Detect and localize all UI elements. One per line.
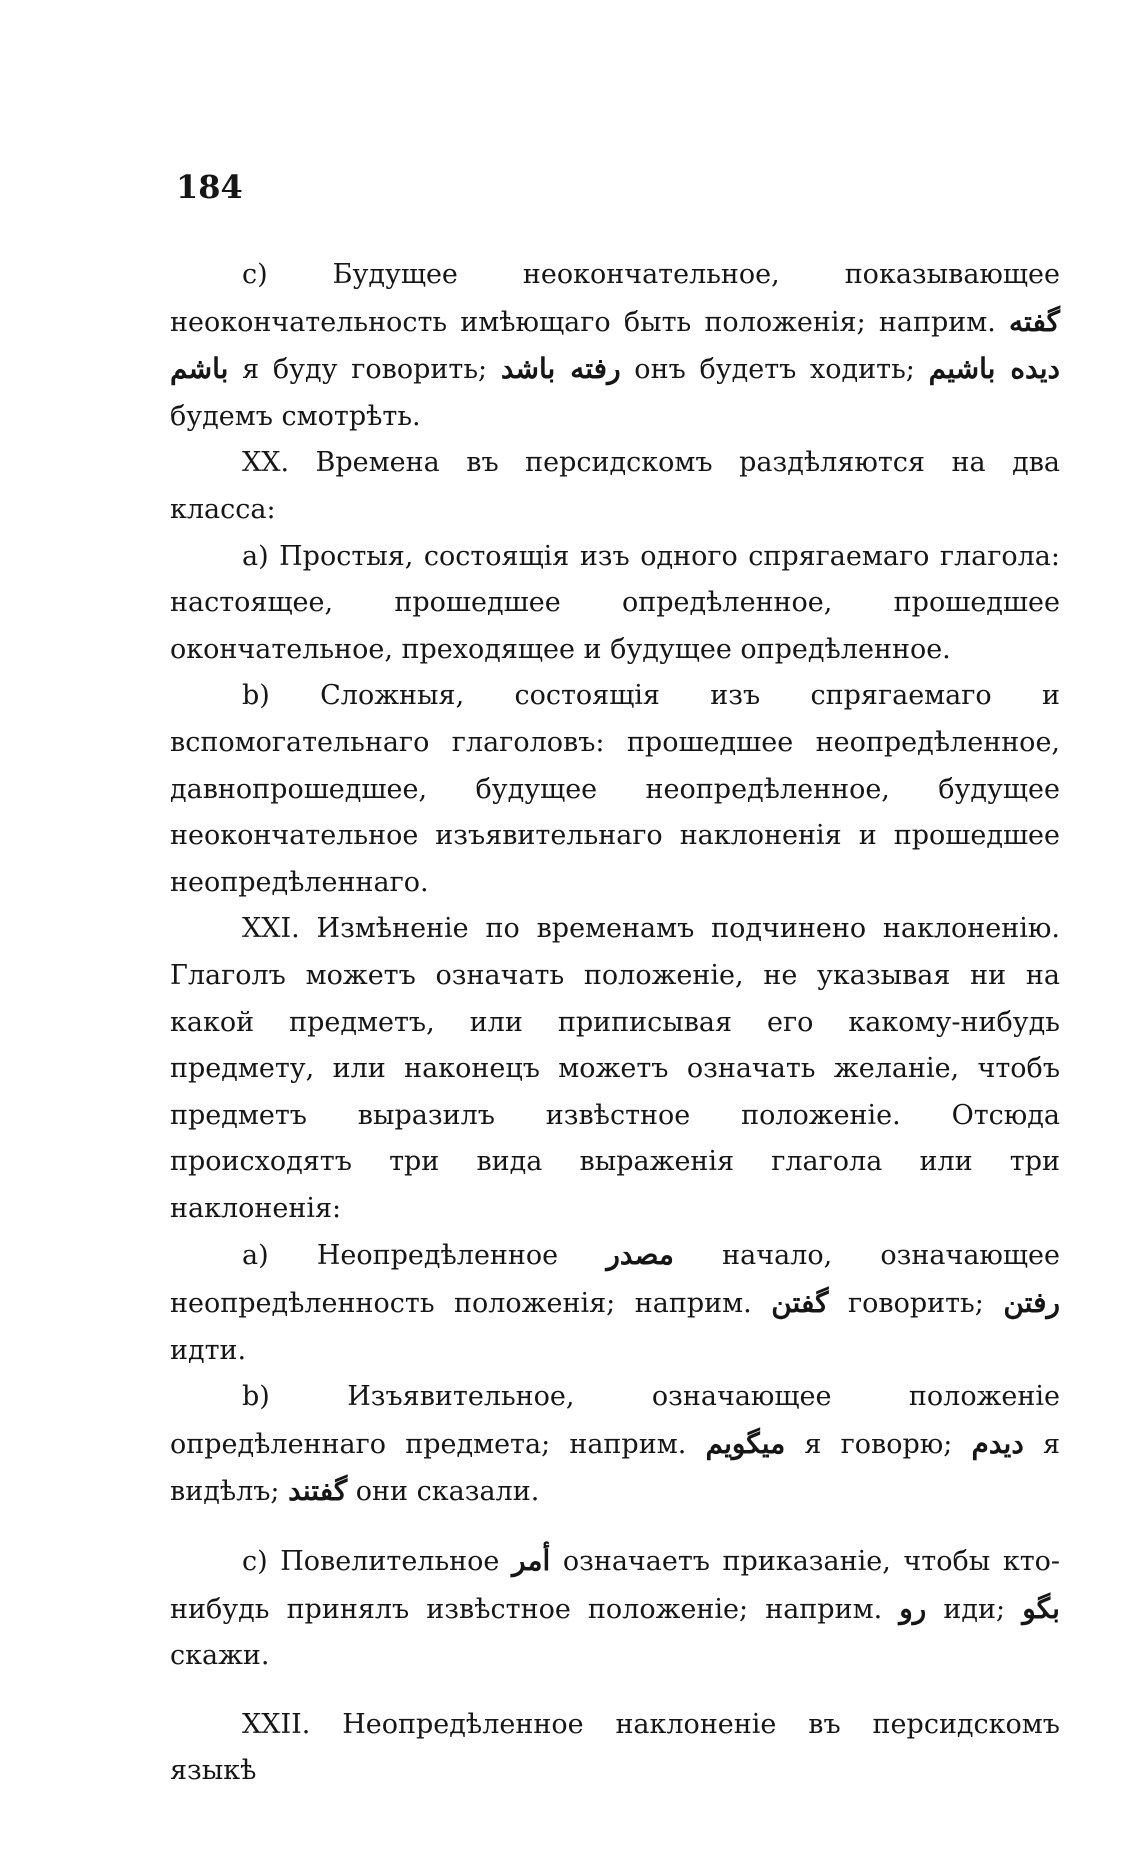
text-run: означаетъ приказаніе, чтобы кто-нибудь принялъ извѣстное положеніе; наприм. bbox=[170, 1546, 1061, 1625]
paragraph-infinitive bbox=[170, 1232, 1060, 1374]
body-text bbox=[170, 252, 1060, 1795]
persian-word: رو bbox=[899, 1591, 927, 1625]
text-run: будемъ смотрѣть. bbox=[170, 400, 421, 432]
persian-word: رفتن bbox=[1003, 1286, 1060, 1320]
paragraph-xxii: XXII. Неопредѣленное наклоненіе въ персидскомъ языкѣ bbox=[170, 1708, 1060, 1787]
paragraph-compound-tenses: b) Сложныя, состоящія изъ спрягаемаго и вспомогательнаго глаголовъ: прошедшее неопредѣленное, давнопрошедшее, будущее неопредѣленное, будущее неокончательное изъявительнаго наклоненія и прошедшее неопредѣленнаго. bbox=[170, 680, 1060, 898]
text-run: я буду говорить; bbox=[228, 354, 501, 386]
text-run: иди; bbox=[926, 1593, 1023, 1625]
text-run: говорить; bbox=[828, 1288, 1004, 1320]
text-run: они сказали. bbox=[347, 1476, 540, 1508]
text-run: онъ будетъ ходить; bbox=[620, 354, 929, 386]
text-run: я говорю; bbox=[785, 1428, 972, 1460]
paragraph-simple-tenses: а) Простыя, состоящія изъ одного спрягаемаго глагола: настоящее, прошедшее опредѣленное, прошедшее окончательное, преходящее и будущее опредѣленное. bbox=[170, 540, 1060, 665]
persian-word: رفته باشد bbox=[500, 352, 621, 386]
text-run: b) Изъявительное, означающее положеніе опредѣленнаго предмета; наприм. bbox=[170, 1381, 1060, 1460]
text-run: начало, означающее неопредѣленность положенія; наприм. bbox=[170, 1240, 1060, 1320]
text-run: а) Неопредѣленное bbox=[242, 1240, 607, 1272]
persian-word: دیدم bbox=[971, 1426, 1024, 1460]
persian-word: گفتند bbox=[288, 1474, 348, 1508]
text-run: с) Будущее неокончательное, показывающее неокончательность имѣющаго быть положенія; наприм. bbox=[170, 259, 1060, 338]
page-number: 184 bbox=[176, 168, 243, 206]
paragraph-imperative bbox=[170, 1538, 1060, 1680]
persian-word: بگو bbox=[1022, 1591, 1060, 1625]
paragraph-xx: XX. Времена въ персидскомъ раздѣляются на два класса: bbox=[170, 447, 1060, 525]
text-run: идти. bbox=[170, 1334, 247, 1366]
persian-word: گفته باشم bbox=[170, 304, 1060, 386]
paragraph-future-nonfinal bbox=[170, 252, 1060, 440]
text-run: скажи. bbox=[170, 1640, 270, 1672]
text-run: я видѣлъ; bbox=[170, 1428, 1060, 1508]
persian-word: أمر bbox=[512, 1544, 551, 1578]
persian-word: مصدر bbox=[606, 1238, 674, 1272]
persian-word: دیده باشیم bbox=[928, 352, 1060, 386]
persian-word: گفتن bbox=[771, 1286, 829, 1320]
persian-word: میگویم bbox=[705, 1426, 786, 1460]
paragraph-xxi: XXI. Измѣненіе по временамъ подчинено наклоненію. Глаголъ можетъ означать положеніе, не указывая ни на какой предметъ, или приписывая его какому-нибудь предмету, или наконецъ можетъ означать желаніе, чтобъ предметъ выразилъ извѣстное положеніе. Отсюда происходятъ три вида выраженія глагола или три наклоненія: bbox=[170, 913, 1060, 1224]
text-run: с) Повелительное bbox=[242, 1546, 512, 1578]
paragraph-indicative bbox=[170, 1374, 1060, 1516]
